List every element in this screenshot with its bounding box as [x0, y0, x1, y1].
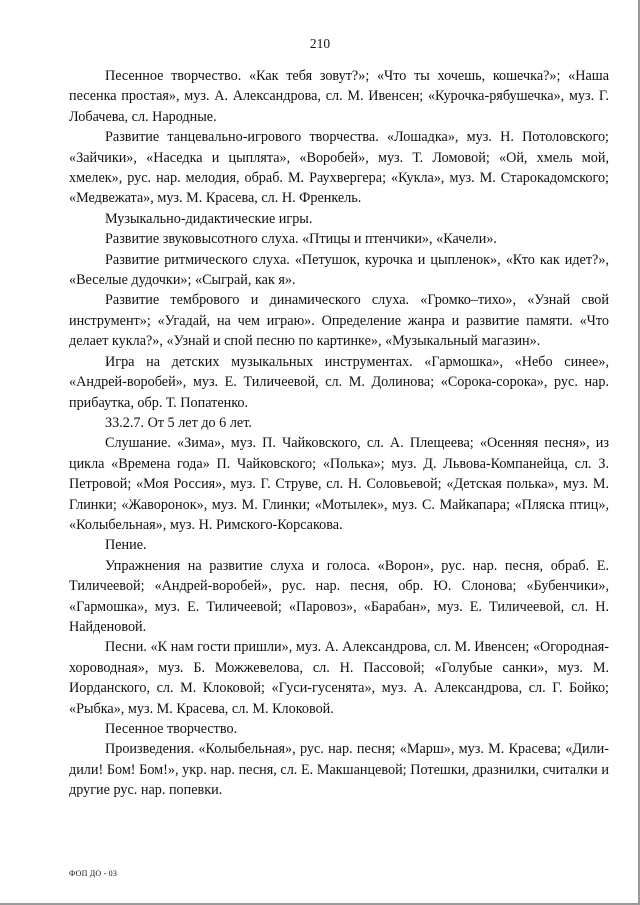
paragraph-didactic-games: Музыкально-дидактические игры.	[105, 210, 313, 227]
paragraph-instruments: Игра на детских музыкальных инструментах. «Гармошка», «Небо синее», «Андрей-воробей», муз. Е. Тиличеевой, сл. М. Долинова; «Сорока-сорока», рус. нар. прибаутка, обр. Т. Попатенко.	[69, 353, 609, 411]
paragraph-dance-creativity: Развитие танцевально-игрового творчества. «Лошадка», муз. Н. Потоловского; «Зайчики», «Наседка и цыплята», «Воробей», муз. Т. Ломовой; «Ой, хмель мой, хмелек», рус. нар. мелодия, обраб. М. Раухвергера; «Кукла», муз. М. Старокадомского; «Медвежата», муз. М. Красева, сл. Н. Френкель.	[69, 129, 609, 207]
footer-doc-code: ФОП ДО - 03	[69, 869, 118, 878]
paragraph-songs: Песни. «К нам гости пришли», муз. А. Александрова, сл. М. Ивенсен; «Огородная-хороводная», муз. Б. Можжевелова, сл. Н. Пассовой; «Голубые санки», муз. М. Иорданского, сл. М. Клоковой; «Гуси-гусенята», муз. А. Александрова, сл. Г. Бойко; «Рыбка», муз. М. Красева, сл. М. Клоковой.	[69, 639, 609, 717]
paragraph-rhythm-hearing: Развитие ритмического слуха. «Петушок, курочка и цыпленок», «Кто как идет?», «Веселые дудочки»; «Сыграй, как я».	[69, 251, 609, 289]
paragraph-listening: Слушание. «Зима», муз. П. Чайковского, сл. А. Плещеева; «Осенняя песня», из цикла «Времена года» П. Чайковского; «Полька»; муз. Д. Львова-Компанейца, сл. З. Петровой; «Моя Россия», муз. Г. Струве, сл. Н. Соловьевой; «Детская полька», муз. М. Глинки; «Жаворонок», муз. М. Глинки; «Мотылек», муз. С. Майкапара; «Пляска птиц», «Колыбельная», муз. Н. Римского-Корсакова.	[69, 435, 609, 533]
paragraph-song-creativity-2: Песенное творчество.	[105, 721, 238, 737]
paragraph-timbre-hearing: Развитие тембрового и динамического слуха. «Громко–тихо», «Узнай свой инструмент»; «Угадай, на чем играю». Определение жанра и развитие памяти. «Что делает кукла?», «Узнай и спой песню по картинке», «Музыкальный магазин».	[69, 292, 609, 350]
paragraph-works: Произведения. «Колыбельная», рус. нар. песня; «Марш», муз. М. Красева; «Дили-дили! Бом! Бом!», укр. нар. песня, сл. Е. Макшанцевой; Потешки, дразнилки, считалки и другие рус. нар. попевки.	[69, 741, 609, 799]
paragraph-pitch-hearing: Развитие звуковысотного слуха. «Птицы и птенчики», «Качели».	[105, 231, 497, 248]
page-body	[69, 66, 609, 801]
paragraph-song-creativity: Песенное творчество. «Как тебя зовут?»; «Что ты хочешь, кошечка?»; «Наша песенка простая», муз. А. Александрова, сл. М. Ивенсен; «Курочка-рябушечка», муз. Г. Лобачева, сл. Народные.	[69, 68, 609, 125]
page-number: 210	[309, 36, 331, 51]
paragraph-singing: Пение.	[105, 537, 147, 554]
paragraph-voice-exercises: Упражнения на развитие слуха и голоса. «Ворон», рус. нар. песня, обраб. Е. Тиличеевой; «Андрей-воробей», рус. нар. песня, обр. Ю. Слонова; «Бубенчики», «Гармошка», муз. Е. Тиличеевой; «Паровоз», «Барабан», муз. Е. Тиличеевой, сл. Н. Найденовой.	[69, 557, 609, 635]
section-heading: 33.2.7. От 5 лет до 6 лет.	[105, 414, 252, 431]
